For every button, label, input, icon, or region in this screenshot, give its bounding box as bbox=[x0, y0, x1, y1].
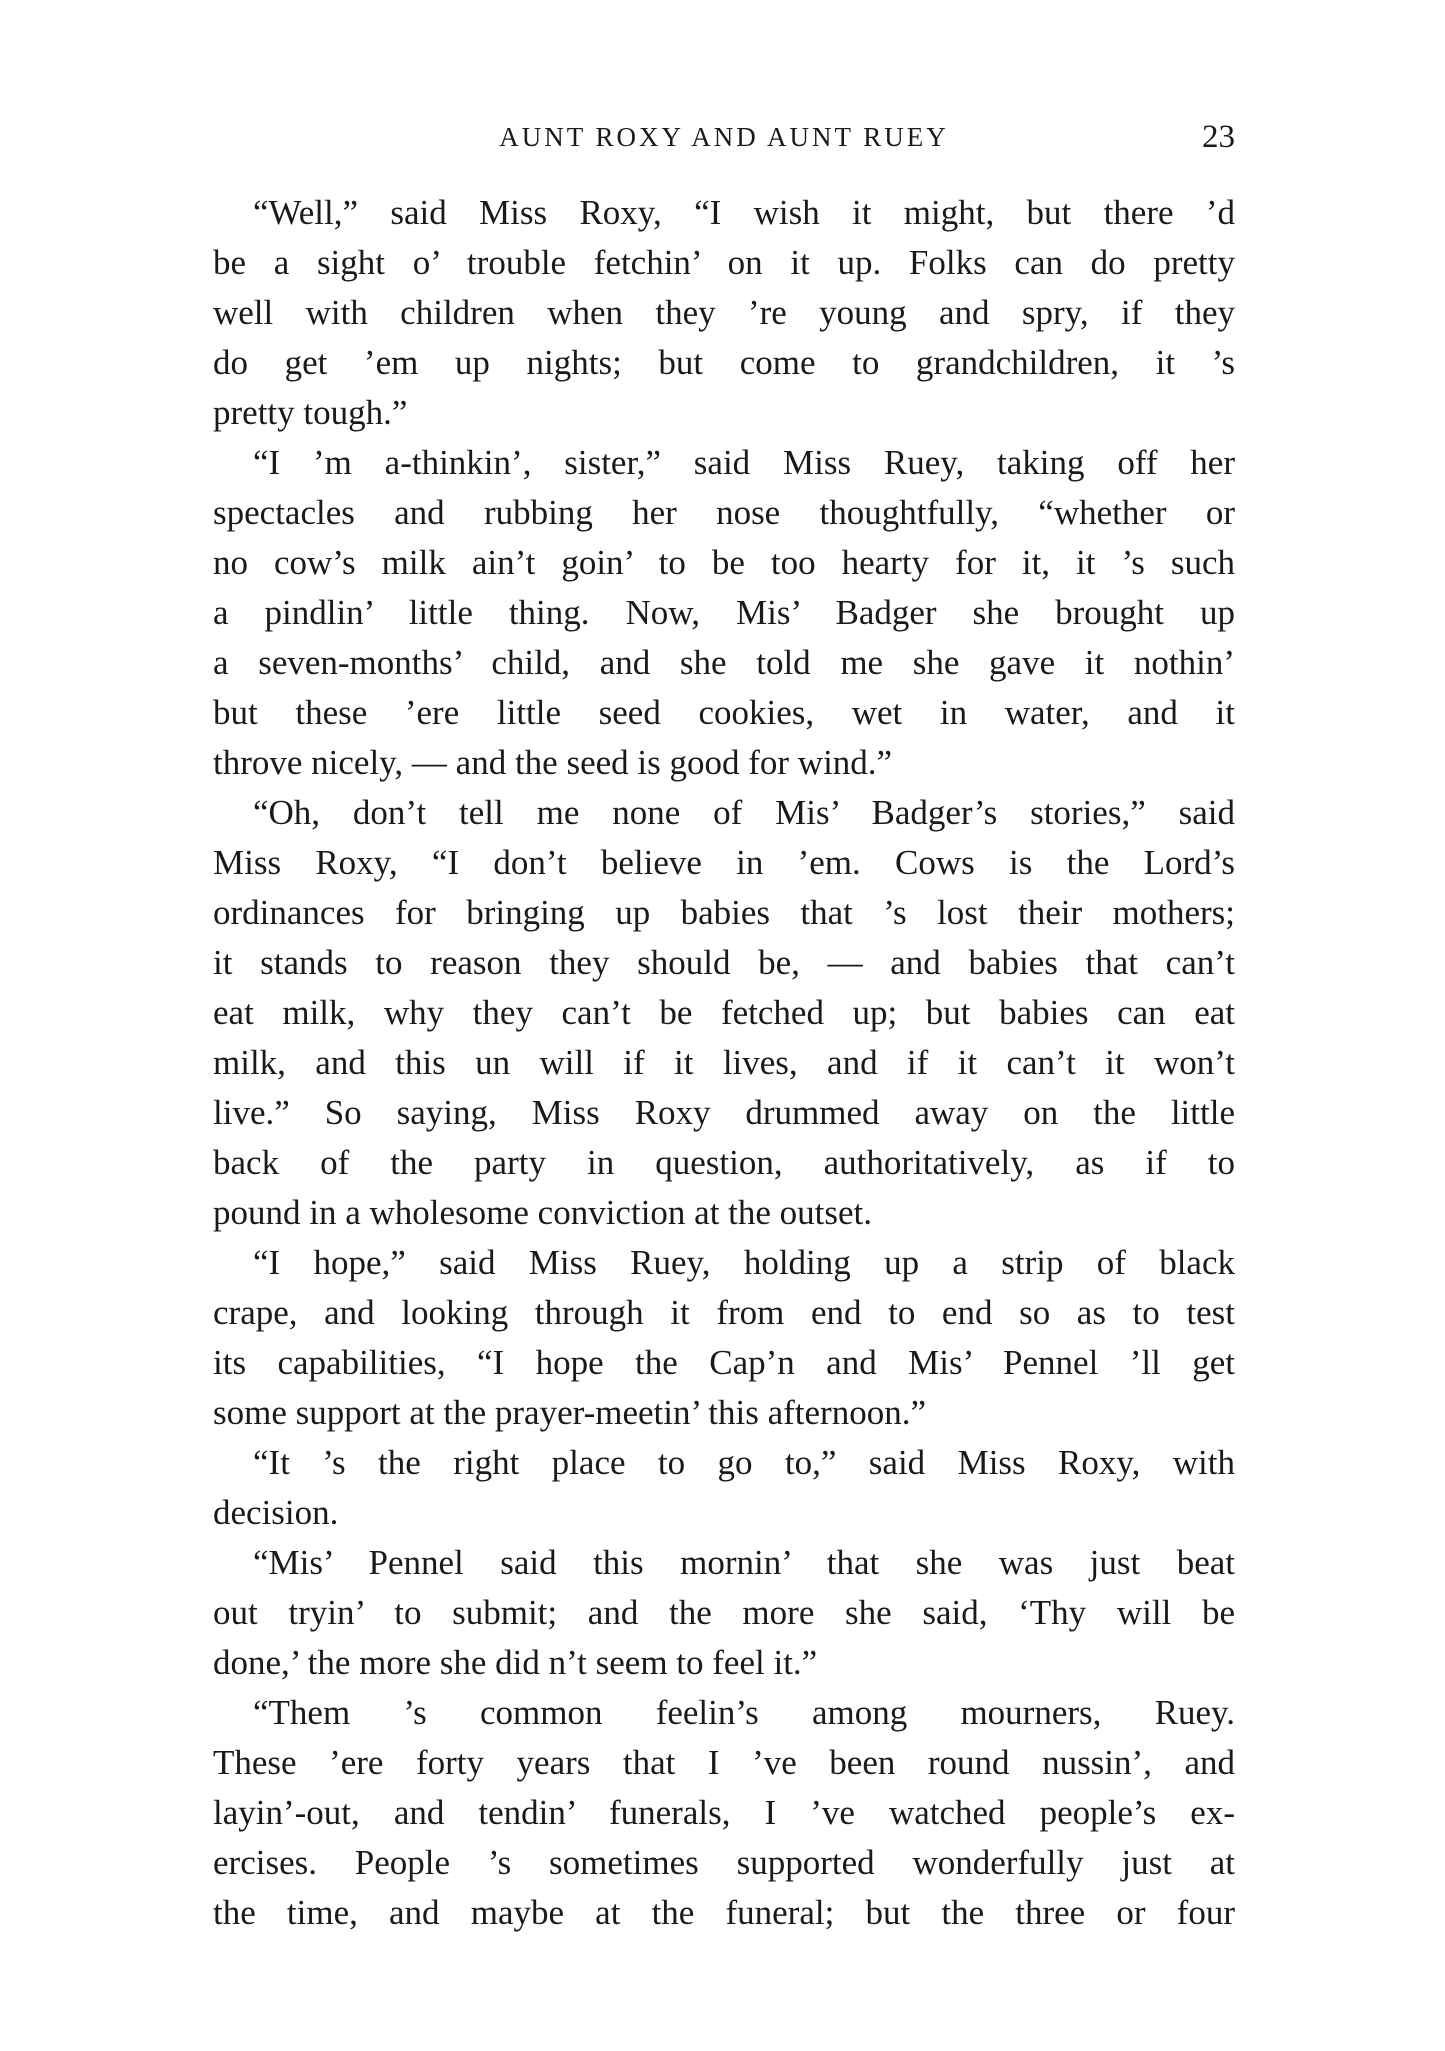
text-line: throve nicely, — and the seed is good for wind.” bbox=[213, 743, 893, 782]
paragraph bbox=[213, 788, 1235, 1238]
paragraph bbox=[213, 1538, 1235, 1688]
text-line: the time, and maybe at the funeral; but the three or four bbox=[213, 1893, 1235, 1932]
text-line: a pindlin’ little thing. Now, Mis’ Badger she brought up bbox=[213, 593, 1235, 632]
text-line: These ’ere forty years that I ’ve been round nussin’, and bbox=[213, 1743, 1235, 1782]
text-line: its capabilities, “I hope the Cap’n and Mis’ Pennel ’ll get bbox=[213, 1343, 1235, 1382]
paragraph bbox=[213, 1238, 1235, 1438]
text-line: “I hope,” said Miss Ruey, holding up a strip of black bbox=[253, 1243, 1235, 1282]
running-header bbox=[213, 114, 1235, 160]
text-line: pound in a wholesome conviction at the outset. bbox=[213, 1193, 873, 1232]
text-line: milk, and this un will if it lives, and if it can’t it won’t bbox=[213, 1043, 1235, 1082]
page-number: 23 bbox=[1202, 119, 1235, 155]
text-line: ercises. People ’s sometimes supported wonderfully just at bbox=[213, 1843, 1235, 1882]
text-line: back of the party in question, authoritatively, as if to bbox=[213, 1143, 1235, 1182]
text-line: but these ’ere little seed cookies, wet in water, and it bbox=[213, 693, 1235, 732]
text-line: “Oh, don’t tell me none of Mis’ Badger’s stories,” said bbox=[253, 793, 1235, 832]
text-line: be a sight o’ trouble fetchin’ on it up. Folks can do pretty bbox=[213, 243, 1235, 282]
text-line: no cow’s milk ain’t goin’ to be too hearty for it, it ’s such bbox=[213, 543, 1235, 582]
text-line: ordinances for bringing up babies that ’s lost their mothers; bbox=[213, 893, 1235, 932]
text-line: “Mis’ Pennel said this mornin’ that she was just beat bbox=[253, 1543, 1235, 1582]
text-line: it stands to reason they should be, — and babies that can’t bbox=[213, 943, 1235, 982]
text-line: spectacles and rubbing her nose thoughtfully, “whether or bbox=[213, 493, 1235, 532]
text-line: “Them ’s common feelin’s among mourners, Ruey. bbox=[253, 1693, 1235, 1732]
text-line: crape, and looking through it from end to end so as to test bbox=[213, 1293, 1235, 1332]
text-line: out tryin’ to submit; and the more she said, ‘Thy will be bbox=[213, 1593, 1235, 1632]
text-line: layin’-out, and tendin’ funerals, I ’ve watched people’s ex- bbox=[213, 1793, 1235, 1832]
text-line: do get ’em up nights; but come to grandchildren, it ’s bbox=[213, 343, 1235, 382]
text-line: live.” So saying, Miss Roxy drummed away on the little bbox=[213, 1093, 1235, 1132]
paragraph bbox=[213, 1438, 1235, 1538]
text-line: “Well,” said Miss Roxy, “I wish it might, but there ’d bbox=[253, 193, 1235, 232]
text-line: “It ’s the right place to go to,” said Miss Roxy, with bbox=[253, 1443, 1235, 1482]
text-line: a seven-months’ child, and she told me she gave it nothin’ bbox=[213, 643, 1235, 682]
body-text bbox=[213, 188, 1235, 1938]
text-line: well with children when they ’re young and spry, if they bbox=[213, 293, 1235, 332]
text-line: done,’ the more she did n’t seem to feel it.” bbox=[213, 1643, 818, 1682]
paragraph bbox=[213, 1688, 1235, 1938]
text-line: “I ’m a-thinkin’, sister,” said Miss Ruey, taking off her bbox=[253, 443, 1235, 482]
text-line: decision. bbox=[213, 1493, 339, 1532]
text-line: Miss Roxy, “I don’t believe in ’em. Cows is the Lord’s bbox=[213, 843, 1235, 882]
text-line: some support at the prayer-meetin’ this afternoon.” bbox=[213, 1393, 926, 1432]
running-head-title: AUNT ROXY AND AUNT RUEY bbox=[499, 122, 949, 152]
text-line: pretty tough.” bbox=[213, 393, 408, 432]
text-line: eat milk, why they can’t be fetched up; but babies can eat bbox=[213, 993, 1235, 1032]
paragraph bbox=[213, 188, 1235, 438]
paragraph bbox=[213, 438, 1235, 788]
